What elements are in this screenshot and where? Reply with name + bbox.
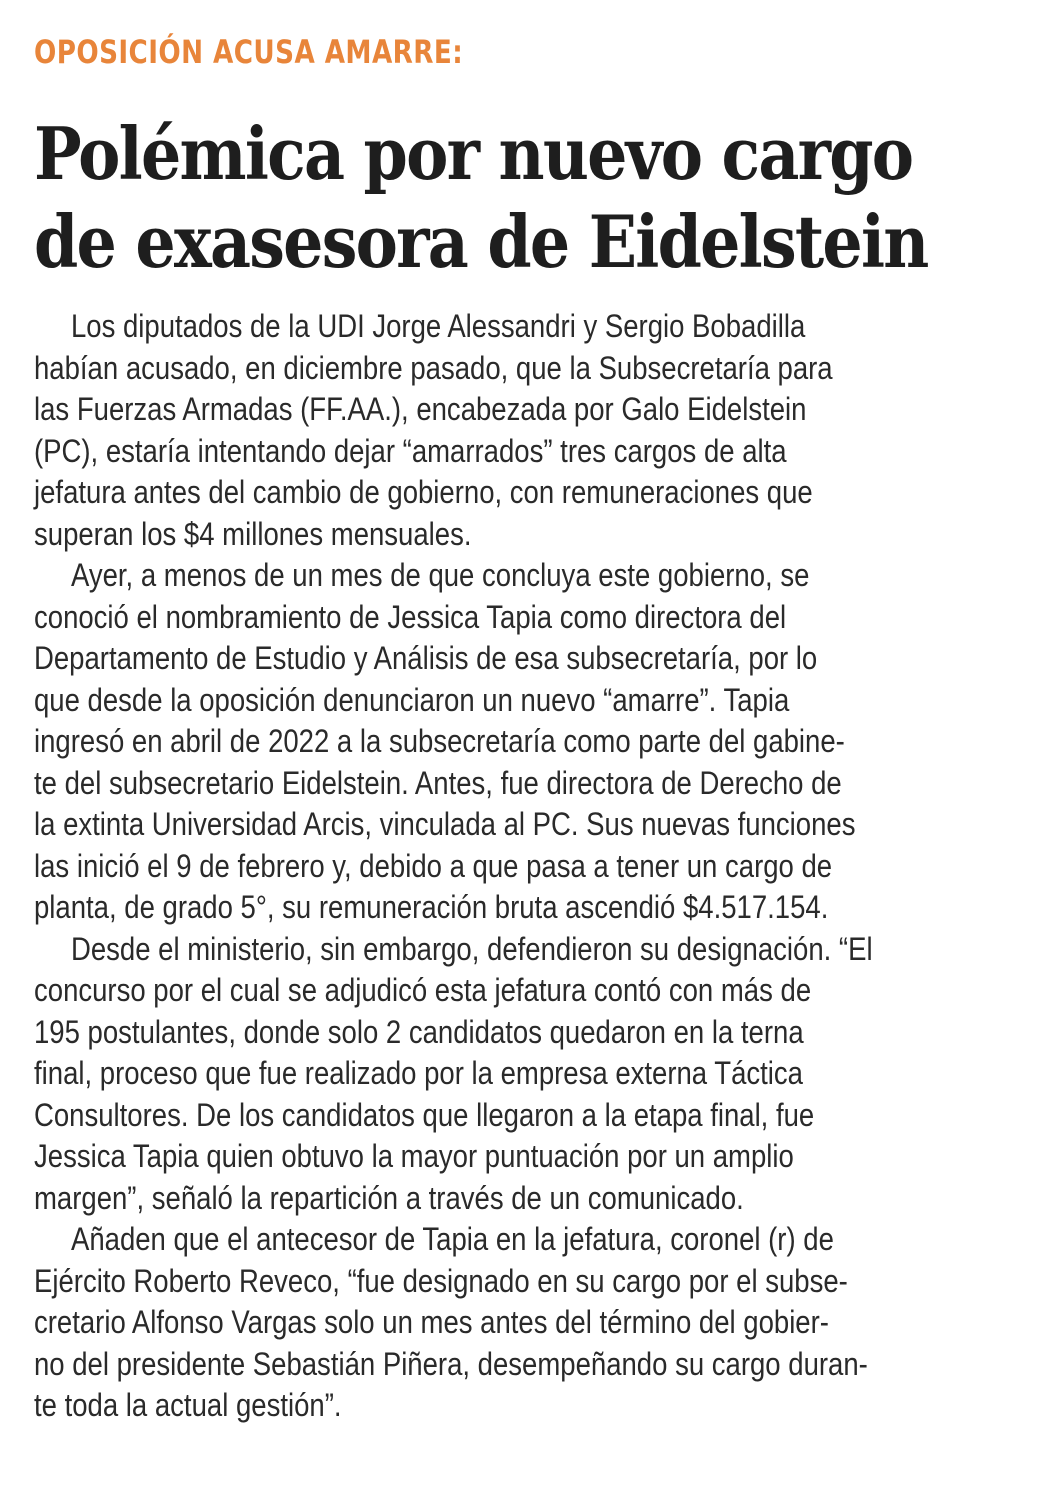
text-line: Departamento de Estudio y Análisis de esa subsecretaría, por lo bbox=[34, 640, 818, 676]
text-line: ingresó en abril de 2022 a la subsecretaría como parte del gabine- bbox=[34, 723, 845, 759]
text-line: concurso por el cual se adjudicó esta jefatura contó con más de bbox=[34, 972, 812, 1008]
text-line: final, proceso que fue realizado por la empresa externa Táctica bbox=[34, 1055, 803, 1091]
headline bbox=[34, 110, 1028, 286]
paragraph bbox=[34, 306, 1024, 555]
kicker: OPOSICIÓN ACUSA AMARRE: bbox=[34, 33, 464, 71]
text-line: Ejército Roberto Reveco, “fue designado en su cargo por el subse- bbox=[34, 1262, 848, 1299]
text-line: margen”, señaló la repartición a través de un comunicado. bbox=[34, 1179, 744, 1216]
text-line: (PC), estaría intentando dejar “amarrados” tres cargos de alta bbox=[34, 432, 787, 469]
text-line: Ayer, a menos de un mes de que concluya este gobierno, se bbox=[70, 557, 810, 593]
text-line: te del subsecretario Eidelstein. Antes, fue directora de Derecho de bbox=[34, 764, 842, 801]
article bbox=[34, 30, 1024, 1427]
text-line: Añaden que el antecesor de Tapia en la jefatura, coronel (r) de bbox=[70, 1221, 834, 1257]
text-line: cretario Alfonso Vargas solo un mes antes del término del gobier- bbox=[34, 1304, 829, 1340]
paragraph bbox=[34, 929, 1024, 1220]
text-line: no del presidente Sebastián Piñera, desempeñando su cargo duran- bbox=[34, 1345, 868, 1382]
headline-line: de exasesora de Eidelstein bbox=[34, 199, 928, 284]
text-line: planta, de grado 5°, su remuneración bruta ascendió $4.517.154. bbox=[34, 889, 829, 925]
paragraph bbox=[34, 555, 1024, 929]
text-line: superan los $4 millones mensuales. bbox=[34, 515, 472, 552]
text-line: Los diputados de la UDI Jorge Alessandri y Sergio Bobadilla bbox=[70, 308, 806, 344]
text-line: jefatura antes del cambio de gobierno, con remuneraciones que bbox=[34, 474, 813, 510]
text-line: las Fuerzas Armadas (FF.AA.), encabezada por Galo Eidelstein bbox=[34, 391, 807, 427]
text-line: Jessica Tapia quien obtuvo la mayor puntuación por un amplio bbox=[34, 1138, 794, 1174]
text-line: que desde la oposición denunciaron un nuevo “amarre”. Tapia bbox=[34, 681, 790, 718]
text-line: Desde el ministerio, sin embargo, defendieron su designación. “El bbox=[70, 930, 873, 967]
text-line: 195 postulantes, donde solo 2 candidatos quedaron en la terna bbox=[34, 1013, 804, 1050]
article-body bbox=[34, 306, 1024, 1427]
text-line: conoció el nombramiento de Jessica Tapia como directora del bbox=[34, 598, 787, 635]
text-line: la extinta Universidad Arcis, vinculada al PC. Sus nuevas funciones bbox=[34, 806, 856, 842]
text-line: te toda la actual gestión”. bbox=[34, 1387, 342, 1423]
text-line: las inició el 9 de febrero y, debido a que pasa a tener un cargo de bbox=[34, 847, 833, 884]
paragraph bbox=[34, 1219, 1024, 1427]
headline-line: Polémica por nuevo cargo bbox=[34, 111, 913, 196]
text-line: Consultores. De los candidatos que llegaron a la etapa final, fue bbox=[34, 1096, 815, 1133]
text-line: habían acusado, en diciembre pasado, que la Subsecretaría para bbox=[34, 349, 833, 386]
